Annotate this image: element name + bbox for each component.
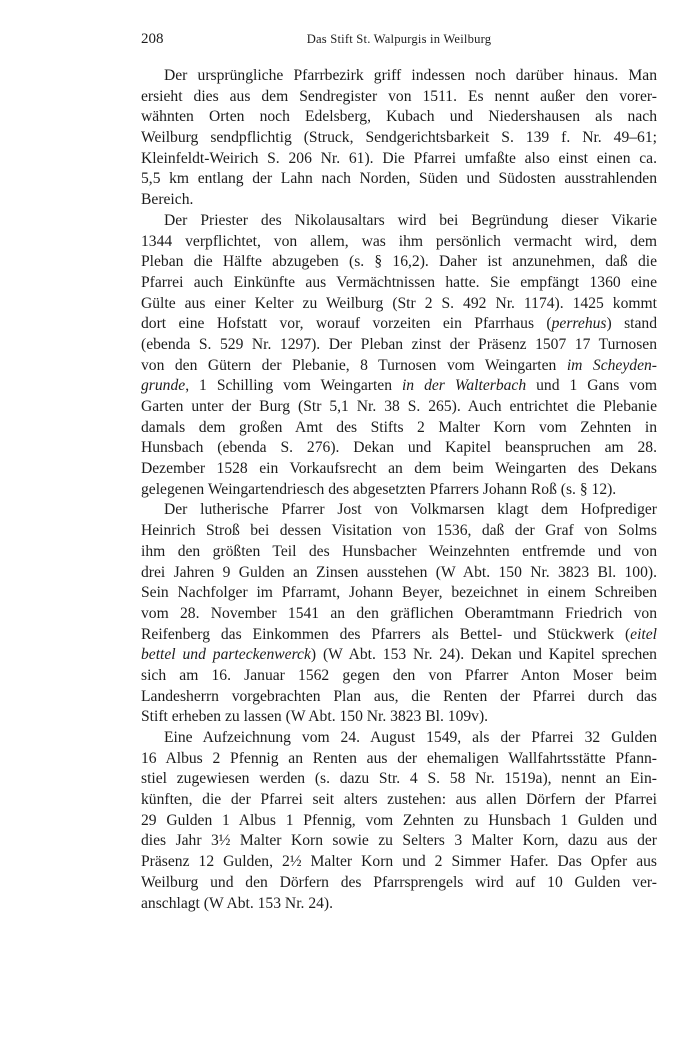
paragraph — [141, 728, 657, 914]
text-line: Dezember 1528 ein Vorkaufsrecht an dem beim Weingarten des Dekans — [141, 460, 657, 478]
text-line: drei Jahren 9 Gulden an Zinsen ausstehen (W Abt. 150 Nr. 3823 Bl. 100). — [141, 563, 657, 581]
text-line: bettel und parteckenwerck) (W Abt. 153 Nr. 24). Dekan und Kapitel sprechen — [141, 646, 657, 664]
paragraph — [141, 500, 657, 728]
text-line: Sein Nachfolger im Pfarramt, Johann Beyer, bezeichnet in einem Schreiben — [141, 584, 657, 602]
text-line: ersieht dies aus dem Sendregister von 1511. Es nennt außer den vorer- — [141, 87, 657, 105]
text-line: Reifenberg das Einkommen des Pfarrers als Bettel- und Stückwerk (eitel — [141, 625, 657, 643]
text-line: grunde, 1 Schilling vom Weingarten in der Walterbach und 1 Gans vom — [141, 377, 657, 395]
body-text — [141, 66, 657, 914]
text-line: Weilburg sendpflichtig (Struck, Sendgerichtsbarkeit S. 139 f. Nr. 49–61; — [141, 129, 657, 147]
text-line: (ebenda S. 529 Nr. 1297). Der Pleban zinst der Präsenz 1507 17 Turnosen — [141, 335, 657, 353]
text-line: gelegenen Weingartendriesch des abgesetzten Pfarrers Johann Roß (s. § 12). — [141, 480, 617, 498]
text-line: Der ursprüngliche Pfarrbezirk griff indessen noch darüber hinaus. Man — [164, 67, 657, 84]
text-line: Eine Aufzeichnung vom 24. August 1549, als der Pfarrei 32 Gulden — [164, 729, 657, 746]
paragraph — [141, 211, 657, 501]
text-line: ihm den größten Teil des Hunsbacher Weinzehnten entfremde und von — [141, 542, 657, 560]
text-line: Der Priester des Nikolausaltars wird bei Begründung dieser Vikarie — [164, 211, 657, 229]
text-line: Bereich. — [141, 191, 194, 209]
text-line: Der lutherische Pfarrer Jost von Volkmarsen klagt dem Hofprediger — [164, 501, 657, 519]
page-header — [141, 31, 657, 53]
text-line: Hunsbach (ebenda S. 276). Dekan und Kapitel beanspruchen am 28. — [141, 439, 657, 457]
text-line: 5,5 km entlang der Lahn nach Norden, Süden und Südosten ausstrahlenden — [141, 170, 657, 188]
text-line: Präsenz 12 Gulden, 2½ Malter Korn und 2 Simmer Hafer. Das Opfer aus — [141, 853, 657, 871]
text-line: dies Jahr 3½ Malter Korn sowie zu Selters 3 Malter Korn, dazu aus der — [141, 832, 657, 850]
text-line: sich am 16. Januar 1562 gegen den von Pfarrer Anton Moser beim — [141, 666, 657, 684]
text-line: Pfarrei auch Einkünfte aus Vermächtnissen hatte. Sie empfängt 1360 eine — [141, 273, 657, 291]
text-line: künften, die der Pfarrei seit alters zustehen: aus allen Dörfern der Pfarrei — [141, 791, 657, 809]
text-line: Stift erheben zu lassen (W Abt. 150 Nr. 3823 Bl. 109v). — [141, 708, 489, 726]
text-line: Kleinfeldt-Weirich S. 206 Nr. 61). Die Pfarrei umfaßte also einst einen ca. — [141, 149, 657, 167]
text-line: Weilburg und den Dörfern des Pfarrsprengels wird auf 10 Gulden ver- — [141, 873, 657, 891]
text-line: Garten unter der Burg (Str 5,1 Nr. 38 S. 265). Auch entrichtet die Plebanie — [141, 398, 657, 415]
text-line: Heinrich Stroß bei dessen Visitation von 1536, daß der Graf von Solms — [141, 522, 657, 540]
text-line: 1344 verpflichtet, von allem, was ihm persönlich vermacht wird, dem — [141, 232, 657, 250]
text-line: anschlagt (W Abt. 153 Nr. 24). — [141, 894, 334, 912]
text-line: von den Gütern der Plebanie, 8 Turnosen vom Weingarten im Scheyden- — [141, 356, 657, 374]
running-head: Das Stift St. Walpurgis in Weilburg — [306, 32, 492, 46]
text-line: Gülte aus einer Kelter zu Weilburg (Str 2 S. 492 Nr. 1174). 1425 kommt — [141, 294, 657, 312]
text-line: stiel zugewiesen werden (s. dazu Str. 4 S. 58 Nr. 1519a), nennt an Ein- — [141, 770, 657, 788]
paragraph — [141, 66, 657, 211]
text-line: 29 Gulden 1 Albus 1 Pfennig, vom Zehnten zu Hunsbach 1 Gulden und — [141, 811, 657, 829]
text-line: vom 28. November 1541 an den gräflichen Oberamtmann Friedrich von — [141, 604, 657, 622]
text-line: dort eine Hofstatt vor, worauf vorzeiten ein Pfarrhaus (perrehus) stand — [141, 315, 657, 333]
page-number: 208 — [141, 31, 164, 47]
text-line: Pleban die Hälfte abzugeben (s. § 16,2). Daher ist anzunehmen, daß die — [141, 253, 657, 271]
text-line: Landesherrn vorgebrachten Plan aus, die Renten der Pfarrei durch das — [141, 687, 657, 705]
text-line: wähnten Orten noch Edelsberg, Kubach und Niedershausen als nach — [141, 108, 657, 126]
text-line: damals dem großen Amt des Stifts 2 Malter Korn vom Zehnten in — [141, 418, 657, 436]
text-line: 16 Albus 2 Pfennig an Renten aus der ehemaligen Wallfahrtsstätte Pfann- — [141, 749, 657, 767]
